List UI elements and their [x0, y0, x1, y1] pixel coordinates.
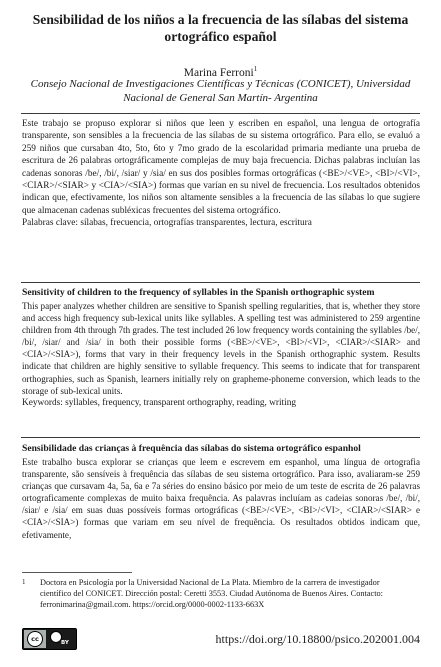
author-name: Marina Ferroni [183, 66, 254, 79]
keywords-english: Keywords: syllables, frequency, transparent orthography, reading, writing [22, 397, 297, 408]
footnote [22, 577, 420, 610]
abstract-spanish [22, 118, 420, 230]
cc-badge-left [24, 630, 46, 648]
author-affiliation: Consejo Nacional de Investigaciones Científicas y Técnicas (CONICET), Universidad Nacional de General San Martín- Argentina [30, 78, 411, 104]
article-title: Sensibilidad de los niños a la frecuencia de las sílabas del sistema ortográfico español [32, 12, 409, 44]
abstract-portuguese-heading: Sensibilidade das crianças à frequência das sílabas do sistema ortográfico espanhol [22, 443, 361, 454]
author-footnote-mark: 1 [253, 65, 258, 73]
abstract-portuguese-text: Este trabalho busca explorar se crianças que leem e escrevem em espanhol, uma língua de ortografia transparente, são sensíveis à frequência das sílabas de seu sistema ortográfico. Para isso, avaliaram-se 259 crianças que cursavam 4a, 5a, 6a e 7a séries do ensino básico por meio de um teste de escrita de 26 palavras ortograficamente complexas de muito baixa frequência. As palavras incluíam as cadeias sonoras /be/, /bi/, /siar/ e /sia/ em suas duas possíveis formas ortográficas (<BE>/<VE>, <BI>/<VI>, <CIAR>/<SIAR> e <CIA>/<SIA>) formas que variam em seu nível de frequência. Os resultados obtidos indicam que, efetivamente, [22, 457, 420, 540]
abstract-english [22, 287, 420, 409]
section-divider-pt [21, 437, 420, 438]
footnote-mark: 1 [22, 578, 26, 586]
keywords-spanish: Palabras clave: sílabas, frecuencia, ortografías transparentes, lectura, escritura [22, 218, 312, 229]
abstract-portuguese [22, 443, 420, 541]
abstract-english-heading: Sensitivity of children to the frequency of syllables in the Spanish orthographic system [22, 287, 375, 298]
abstract-spanish-text: Este trabajo se propuso explorar si niños que leen y escriben en español, una lengua de ortografía transparente, son sensibles a la frecuencia de las sílabas de su sistema ortográfico. Para ello, se evaluó a 259 niños que cursaban 4to, 5to, 6to y 7mo grado de la escolaridad primaria mediante una prueba de escritura de 26 palabras ortográficamente complejas de muy baja frecuencia. Dichas palabras incluían las cadenas sonoras /be/, /bi/, /siar/ y /sia/ en sus dos posibles formas ortográficas (<BE>/<VE>, <BI>/<VI>, <CIAR>/<SIAR> y <CIA>/<SIA>) formas que varían en su nivel de frecuencia. Los resultados obtenidos indican que, efectivamente, los niños son altamente sensibles a la frecuencia de las sílabas lo que sugiere que almacenan cadenas subléxicas frecuentes del sistema ortográfico. [22, 119, 420, 216]
cc-by-label: BY [61, 640, 69, 646]
doi-link[interactable]: https://doi.org/10.18800/psico.202001.004 [215, 632, 420, 646]
cc-logo-circle: cc [27, 631, 43, 647]
section-divider-en [21, 282, 420, 283]
abstract-english-text: This paper analyzes whether children are sensitive to Spanish spelling regularities, that is, whether they store and access high frequency sub-lexical units like syllables. A spelling test was administered to 259 argentine children from 4th through 7th grades. The test included 26 low frequency words containing the syllables /be/, /bi/, /siar/ and /sia/ in both their possible forms (<BE>/<VE>, <BI>/<VI>, <CIAR>/<SIAR> and <CIA>/<SIA>), forms that vary in their frequency levels in the Spanish orthographic system. Results indicate that children are highly sensitive to syllable frequency. This seems to indicate that for transparent orthographies, such as Spanish, learners initially rely on grapheme-phoneme conversion, which leads to the storage of sub-lexical units. [22, 301, 420, 396]
footnote-text: Doctora en Psicología por la Universidad Nacional de La Plata. Miembro de la carrera de investigador científico del CONICET. Dirección postal: Ceretti 3553. Ciudad Autónoma de Buenos Aires. Contacto: ferronimarina@gmail.com. https://orcid.org/0000-0002-1133-663X [40, 578, 383, 609]
creative-commons-by-icon[interactable] [22, 628, 77, 650]
footnote-divider [22, 572, 132, 573]
header-divider [21, 113, 420, 114]
